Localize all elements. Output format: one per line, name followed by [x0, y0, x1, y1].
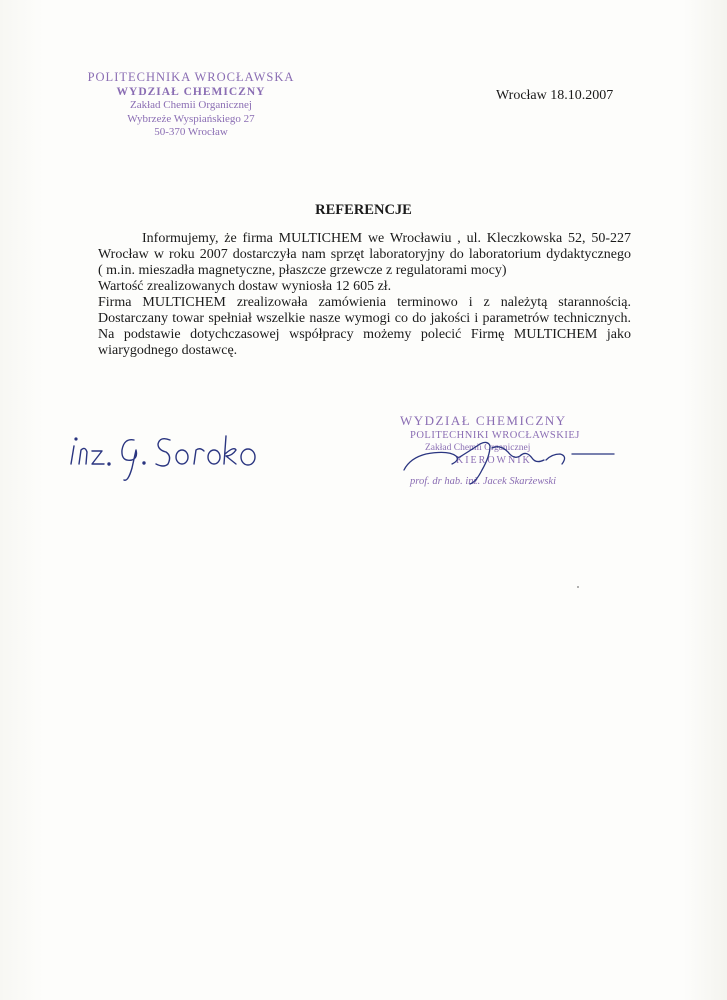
stamp-department-name: Zakład Chemii Organicznej: [425, 443, 531, 453]
stamp-department: Zakład Chemii Organicznej: [130, 99, 252, 111]
body-line: Firma MULTICHEM zrealizowała zamówienia terminowo i z należytą starannością.: [98, 295, 631, 310]
paper-speck: [577, 586, 579, 588]
document-date: Wrocław 18.10.2007: [496, 88, 614, 103]
document-body: [98, 231, 631, 359]
body-line: Informujemy, że firma MULTICHEM we Wrocławiu , ul. Kleczkowska 52, 50-227: [142, 231, 631, 246]
body-line: ( m.in. mieszadła magnetyczne, płaszcze grzewcze z regulatorami mocy): [98, 263, 507, 278]
stamp-faculty: WYDZIAŁ CHEMICZNY: [116, 86, 266, 98]
stamp-city: 50-370 Wrocław: [154, 126, 228, 138]
stamp-university: POLITECHNIKA WROCŁAWSKA: [87, 70, 295, 84]
stamp-street: Wybrzeże Wyspiańskiego 27: [127, 112, 255, 125]
body-line: Na podstawie dotychczasowej współpracy możemy polecić Firmę MULTICHEM jako: [98, 327, 631, 342]
body-line: Dostarczany towar spełniał wszelkie nasze wymogi co do jakości i parametrów technicznych.: [98, 311, 631, 326]
body-line: wiarygodnego dostawcę.: [98, 343, 238, 358]
body-line: Wartość zrealizowanych dostaw wyniosła 12 605 zł.: [98, 279, 392, 294]
stamp-faculty-name: WYDZIAŁ CHEMICZNY: [400, 413, 567, 428]
stamp-signatory: prof. dr hab. inż. Jacek Skarżewski: [410, 476, 557, 487]
institution-stamp: [86, 70, 296, 140]
handwritten-signature-left: [66, 430, 276, 490]
stamp-university-name: POLITECHNIKI WROCŁAWSKIEJ: [410, 430, 580, 441]
handwritten-signature-right: [396, 430, 626, 490]
document-title: REFERENCJE: [315, 202, 412, 218]
body-line: Wrocław w roku 2007 dostarczyła nam sprzęt laboratoryjny do laboratorium dydaktycznego: [98, 247, 631, 262]
document-title-wrap: [0, 201, 727, 219]
stamp-role: KIEROWNIK: [456, 455, 532, 466]
